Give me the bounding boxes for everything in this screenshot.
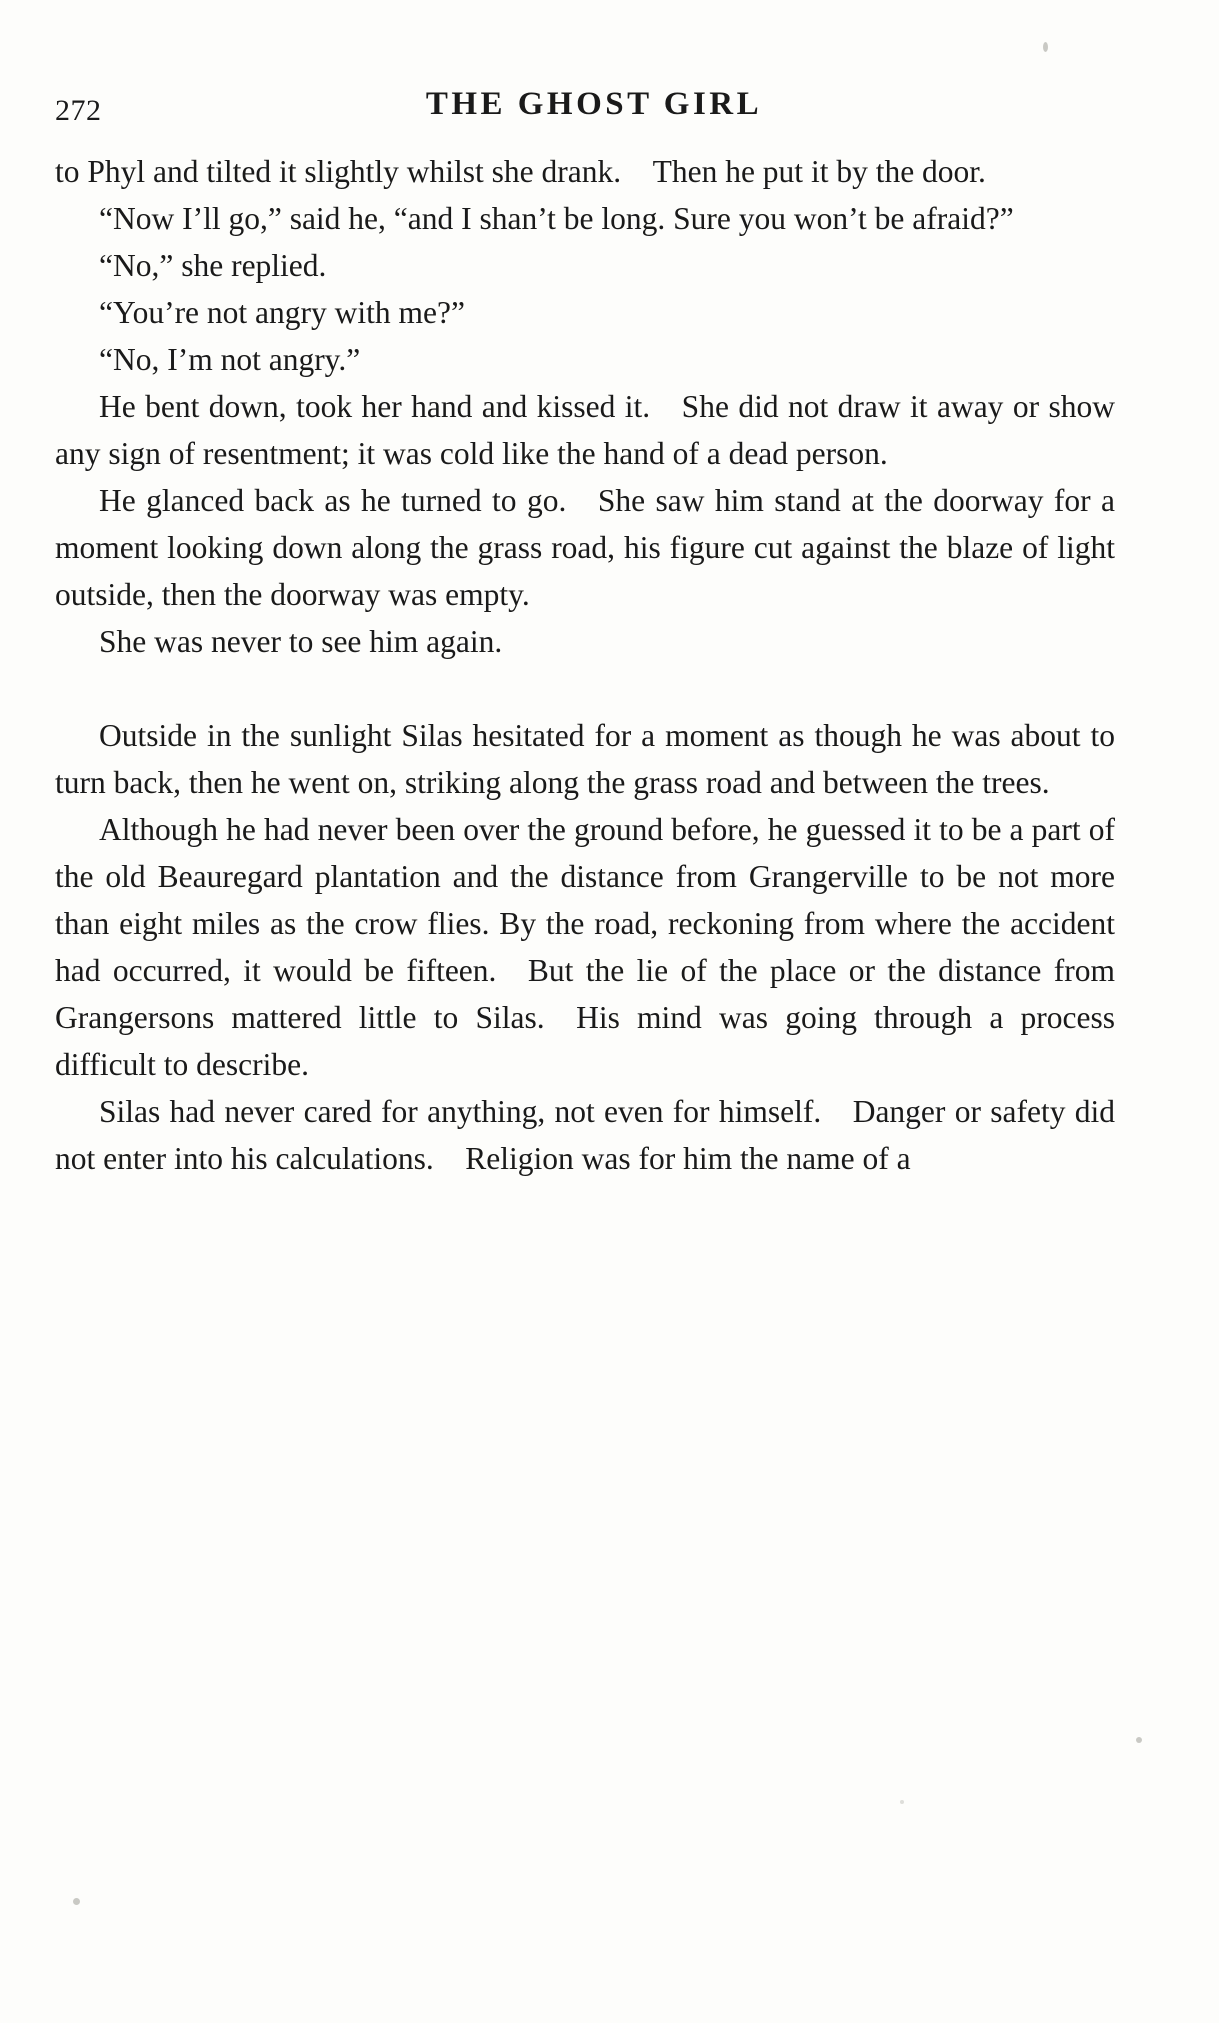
paragraph: He glanced back as he turned to go. She saw him stand at the doorway for a moment looking down along the grass road, his figure cut against the blaze of light outside, then the doorway was empty. [55,483,1115,612]
paragraph: Outside in the sunlight Silas hesitated for a moment as though he was about to turn back, then he went on, striking along the grass road and between the trees. [55,718,1115,800]
paragraph: “You’re not angry with me?” [99,295,465,330]
page-content [55,70,1115,1182]
paper-speck [1043,42,1048,52]
page-number: 272 [55,94,102,127]
paragraph: “No, I’m not angry.” [99,342,361,377]
book-title-header: THE GHOST GIRL [425,86,763,122]
paragraph: Silas had never cared for anything, not even for himself. Danger or safety did not enter into his calculations. Religion was for him the name of a [55,1094,1115,1176]
paragraph: Although he had never been over the ground before, he guessed it to be a part of the old Beauregard plantation and the distance from Grangerville to be not more than eight miles as the crow flies. By the road, reckoning from where the accident had occurred, it would be fifteen. But the lie of the place or the distance from Grangersons mattered little to Silas. His mind was going through a process difficult to describe. [55,812,1115,1082]
paper-speck [900,1800,904,1804]
paragraph: She was never to see him again. [99,624,503,659]
paragraph: “Now I’ll go,” said he, “and I shan’t be long. Sure you won’t be afraid?” [99,201,1014,236]
running-head [55,70,1115,140]
body-text [55,148,1115,1182]
paragraph: He bent down, took her hand and kissed it. She did not draw it away or show any sign of resentment; it was cold like the hand of a dead person. [55,389,1115,471]
paper-speck [1136,1737,1142,1743]
paragraph: to Phyl and tilted it slightly whilst she drank. Then he put it by the door. [55,154,986,189]
paper-speck [73,1898,80,1905]
paragraph: “No,” she replied. [99,248,327,283]
